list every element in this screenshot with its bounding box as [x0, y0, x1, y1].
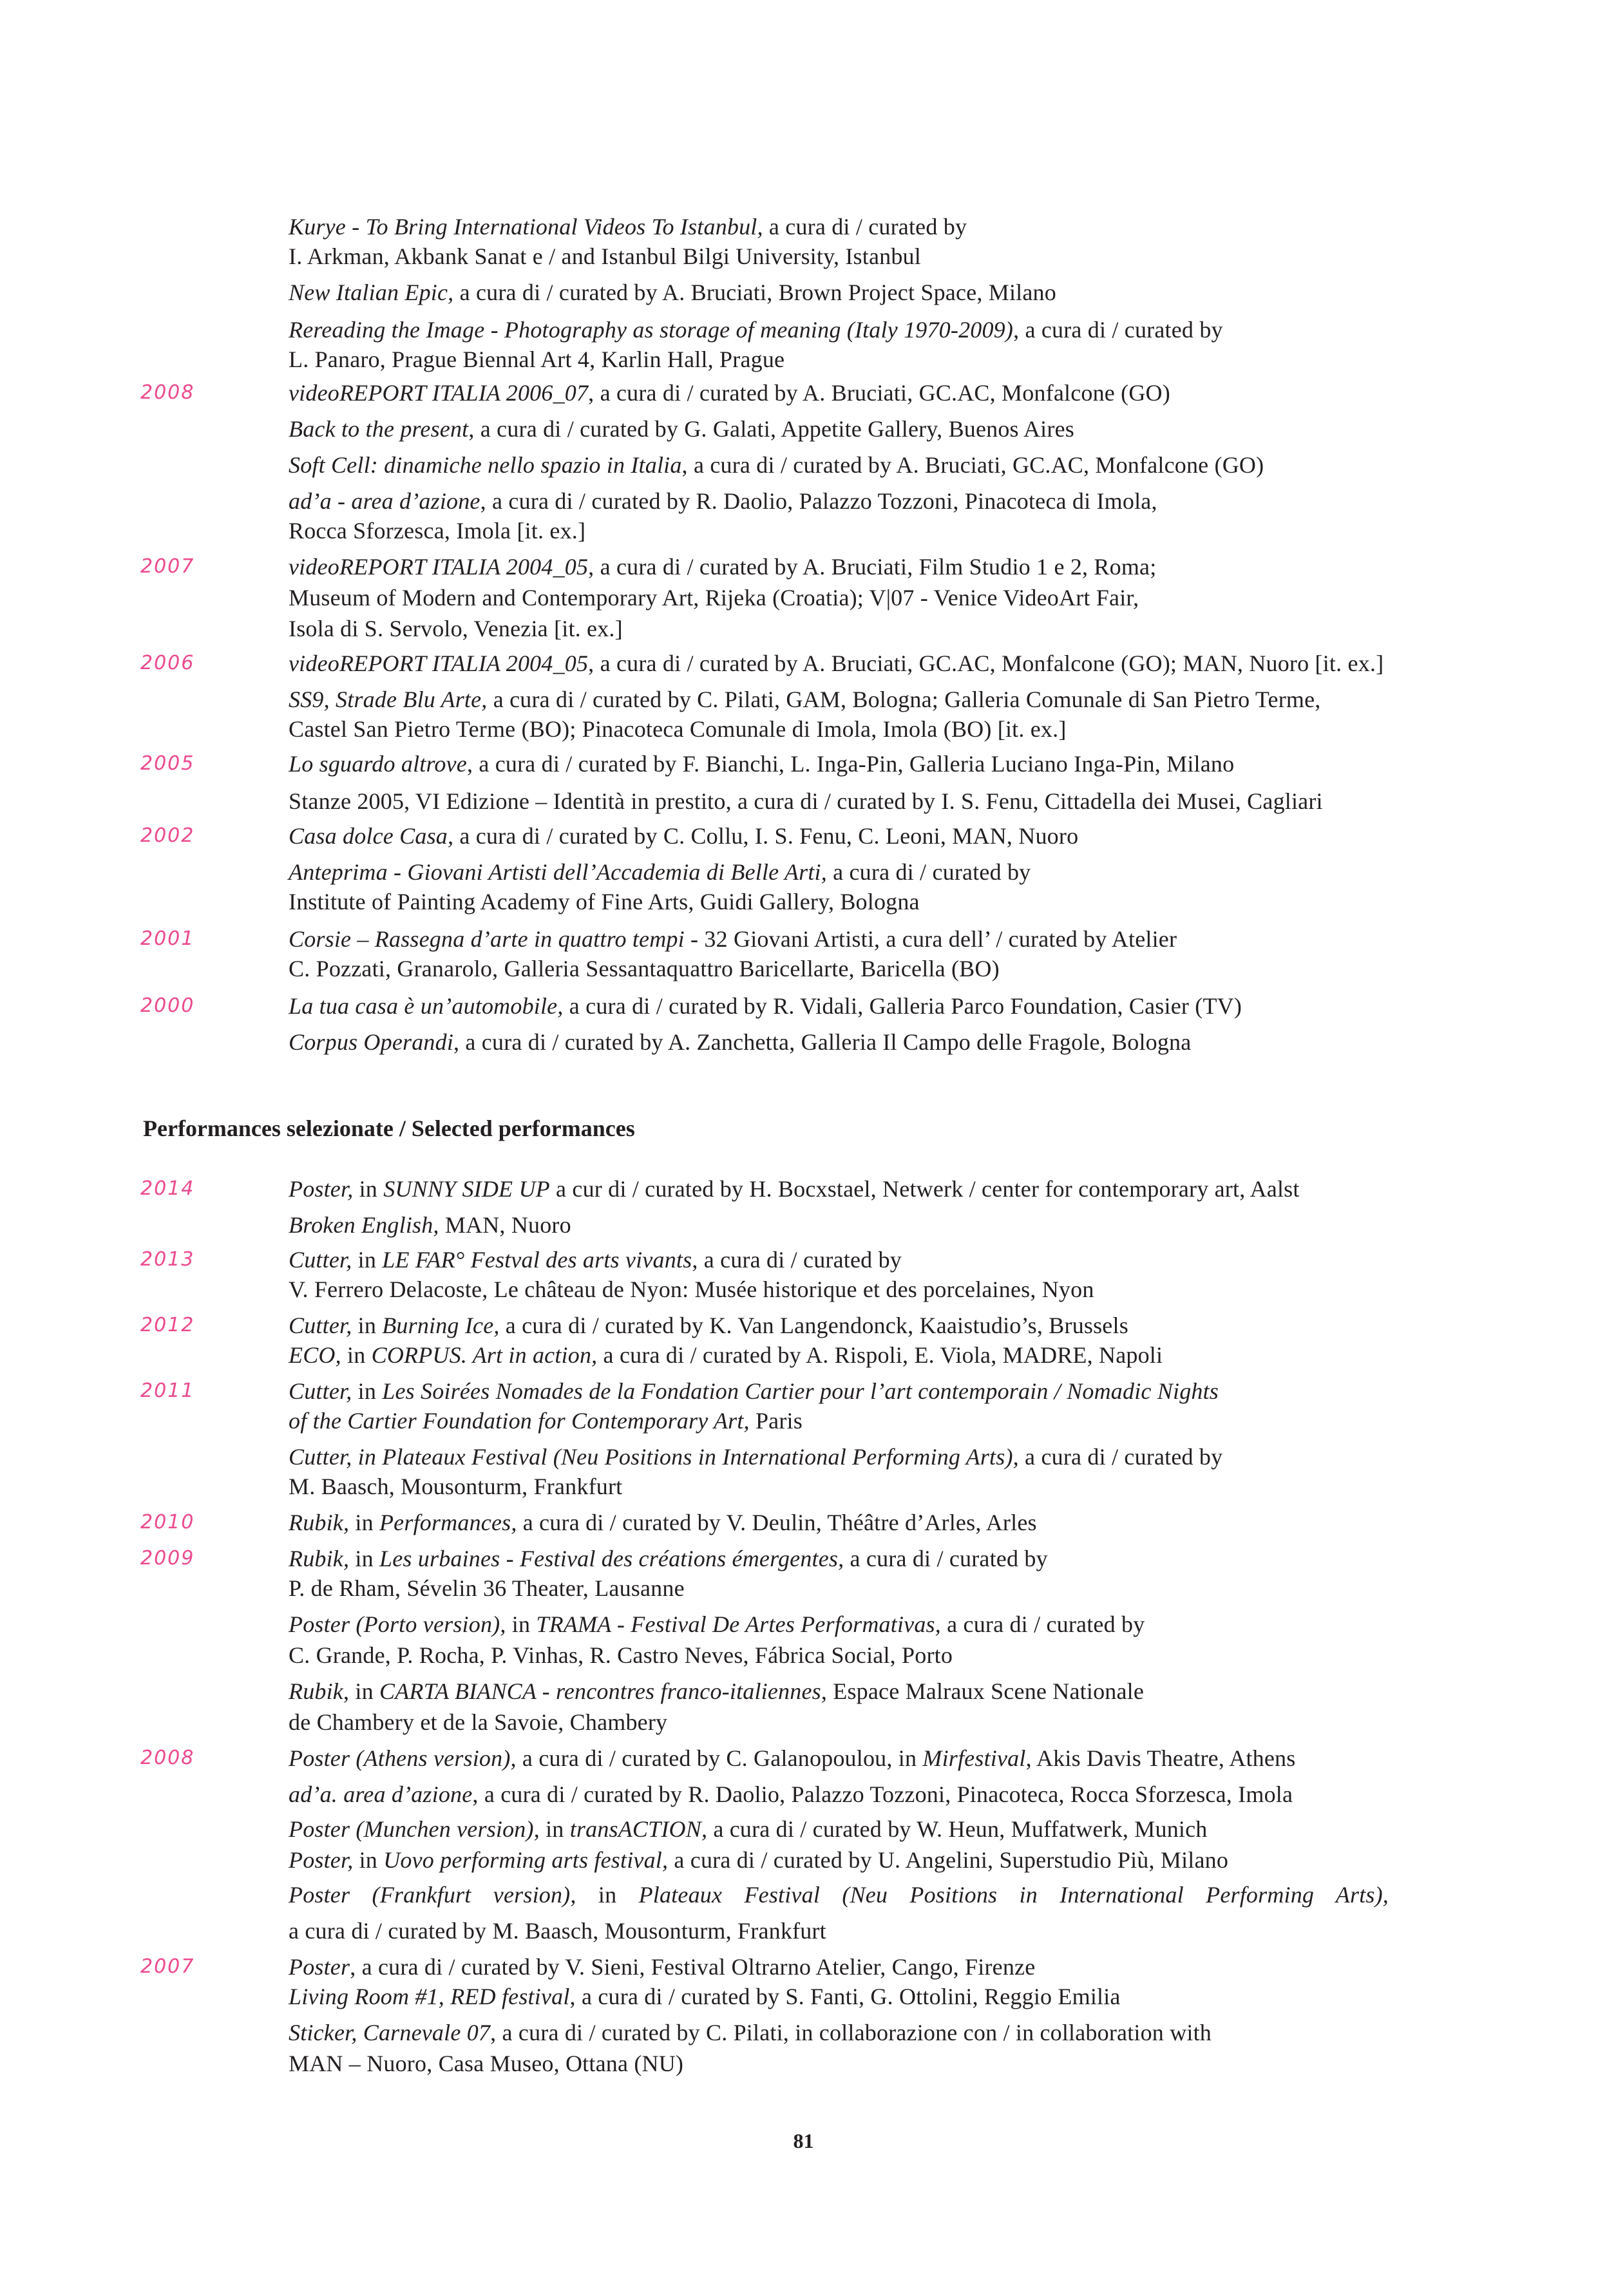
title-text: Rubik: [289, 1678, 343, 1704]
year-label: 2002: [140, 824, 195, 847]
entry-line: [289, 277, 1056, 308]
detail-text: a cura di / curated by C. Collu, I. S. Fenu, C. Leoni, MAN, Nuoro: [453, 823, 1079, 849]
detail-text: a cura di / curated by K. Van Langendonck, Kaaistudio’s, Brussels: [499, 1313, 1128, 1338]
entry-line: [289, 857, 1031, 887]
title-text: Back to the present: [289, 416, 469, 442]
title-text: Cutter,: [289, 1247, 352, 1273]
year-label: 2009: [140, 1547, 195, 1570]
entry-line: [289, 1981, 1121, 2012]
title-text: LE FAR° Festval des arts vivants: [382, 1247, 692, 1273]
detail-text: in: [352, 1313, 383, 1338]
detail-text: MAN, Nuoro: [439, 1212, 571, 1238]
entry-line: [289, 377, 1170, 408]
detail-text: , a cura di / curated by R. Daolio, Palazzo Tozzoni, Pinacoteca di Imola,: [480, 488, 1157, 514]
entry-line: [289, 2048, 683, 2079]
title-text: Rereading the Image - Photography as storage of meaning (Italy 1970-2009): [289, 317, 1014, 343]
title-text: Cutter,: [289, 1313, 352, 1338]
entry-line: [289, 1507, 1037, 1538]
detail-text: in: [353, 1847, 384, 1873]
year-label: 2008: [140, 381, 195, 404]
entry-line: [289, 953, 1000, 984]
detail-text: a cura di / curated by: [844, 1546, 1048, 1571]
title-text: Lo sguardo altrove: [289, 751, 467, 777]
detail-text: Isola di S. Servolo, Venezia [it. ex.]: [289, 616, 623, 641]
entry-line: [289, 1543, 1048, 1574]
title-text: ad’a. area d’azione: [289, 1781, 473, 1807]
year-label: 2006: [140, 652, 195, 674]
year-label: 2001: [140, 927, 195, 950]
detail-text: Institute of Painting Academy of Fine Arts, Guidi Gallery, Bologna: [289, 889, 920, 915]
entry-line: [289, 714, 1067, 745]
title-text: Anteprima - Giovani Artisti dell’Accademia di Belle Arti,: [289, 859, 827, 885]
performances-heading: Performances selezionate / Selected performances: [143, 1115, 635, 1141]
title-text: Plateaux Festival (Neu Positions in International Performing Arts),: [638, 1882, 1389, 1908]
title-text: Soft Cell: dinamiche nello spazio in Italia: [289, 452, 682, 478]
title-text: CARTA BIANCA - rencontres franco-italiennes: [379, 1678, 821, 1704]
entry-line: [289, 413, 1074, 444]
detail-text: , a cura di / curated by S. Fanti, G. Ottolini, Reggio Emilia: [569, 1984, 1121, 2009]
detail-text: , a cura di / curated by A. Bruciati, GC.AC, Monfalcone (GO): [681, 452, 1264, 478]
detail-text: a cura di / curated by W. Heun, Muffatwerk, Munich: [707, 1816, 1208, 1842]
detail-text: a cura di / curated by A. Rispoli, E. Viola, MADRE, Napoli: [597, 1342, 1163, 1368]
entry-line: [289, 748, 1234, 779]
detail-text: a cura di / curated by: [940, 1611, 1145, 1637]
detail-text: - 32 Giovani Artisti, a cura dell’ / curated by Atelier: [684, 926, 1177, 952]
year-label: 2000: [140, 994, 195, 1017]
year-label: 2005: [140, 752, 195, 775]
detail-text: , a cura di / curated by: [692, 1247, 902, 1273]
detail-text: C. Grande, P. Rocha, P. Vinhas, R. Castro Neves, Fábrica Social, Porto: [289, 1642, 953, 1668]
title-text: Rubik,: [289, 1546, 350, 1571]
detail-text: Castel San Pietro Terme (BO); Pinacoteca Comunale di Imola, Imola (BO) [it. ex.]: [289, 716, 1067, 742]
year-label: 2013: [140, 1248, 195, 1271]
entry-line: [289, 1879, 1389, 1910]
page-number: 81: [793, 2129, 814, 2152]
entry-line: [289, 1376, 1219, 1407]
entry-line: [289, 991, 1242, 1021]
detail-text: a cura di / curated by V. Deulin, Théâtre d’Arles, Arles: [517, 1510, 1037, 1535]
detail-text: a cura di / curated by C. Pilati, GAM, Bologna; Galleria Comunale di San Pietro Terme,: [487, 687, 1321, 712]
entry-line: [289, 684, 1320, 715]
detail-text: , a cura di / curated by A. Bruciati, GC.AC, Monfalcone (GO); MAN, Nuoro [it. ex.]: [588, 650, 1384, 676]
entry-line: [289, 1405, 803, 1436]
detail-text: , a cura di / curated by A. Zanchetta, Galleria Il Campo delle Fragole, Bologna: [453, 1029, 1192, 1055]
entry-line: [289, 1244, 902, 1275]
detail-text: a cura di / curated by U. Angelini, Superstudio Più, Milano: [668, 1847, 1229, 1873]
entry-line: [289, 2017, 1212, 2048]
entry-line: [289, 1915, 826, 1946]
entry-line: [289, 1310, 1128, 1341]
year-label: 2010: [140, 1511, 195, 1533]
entry-line: [289, 1814, 1207, 1845]
detail-text: , a cura di / curated by R. Daolio, Palazzo Tozzoni, Pinacoteca, Rocca Sforzesca, Imola: [472, 1781, 1293, 1807]
detail-text: P. de Rham, Sévelin 36 Theater, Lausanne: [289, 1575, 685, 1601]
entry-line: [289, 551, 1156, 582]
title-text: Corsie – Rassegna d’arte in quattro tempi: [289, 926, 685, 952]
title-text: Sticker, Carnevale 07: [289, 2020, 491, 2045]
entry-line: [289, 1845, 1228, 1875]
detail-text: C. Pozzati, Granarolo, Galleria Sessantaquattro Baricellarte, Baricella (BO): [289, 956, 1000, 982]
detail-text: L. Panaro, Prague Biennal Art 4, Karlin Hall, Prague: [289, 346, 785, 372]
title-text: transACTION,: [569, 1816, 708, 1842]
detail-text: , a cura di / curated by A. Bruciati, Film Studio 1 e 2, Roma;: [588, 554, 1157, 580]
title-text: videoREPORT ITALIA 2004_05: [289, 650, 589, 676]
detail-text: in: [349, 1546, 379, 1571]
detail-text: , Espace Malraux Scene Nationale: [821, 1678, 1145, 1704]
detail-text: , a cura di / curated by G. Galati, Appetite Gallery, Buenos Aires: [468, 416, 1074, 442]
year-label: 2012: [140, 1314, 195, 1336]
entry-line: [289, 486, 1157, 517]
title-text: Performances,: [379, 1510, 517, 1535]
entry-line: [289, 1471, 622, 1502]
detail-text: in: [349, 1510, 379, 1535]
entry-line: [289, 314, 1223, 345]
detail-text: in: [506, 1611, 537, 1637]
title-text: Broken English,: [289, 1212, 439, 1238]
entry-line: [289, 1676, 1144, 1707]
entry-line: [289, 1173, 1300, 1204]
entry-line: [289, 1609, 1145, 1640]
entry-line: [289, 648, 1384, 679]
entry-line: [289, 1707, 667, 1738]
detail-text: Paris: [749, 1408, 803, 1434]
detail-text: MAN – Nuoro, Casa Museo, Ottana (NU): [289, 2051, 684, 2076]
title-text: Casa dolce Casa,: [289, 823, 454, 849]
entry-line: [289, 1640, 953, 1671]
title-text: of the Cartier Foundation for Contemporary Art,: [289, 1408, 750, 1434]
title-text: Les urbaines - Festival des créations émergentes,: [379, 1546, 844, 1571]
year-label: 2007: [140, 1955, 195, 1978]
title-text: Living Room #1, RED festival: [289, 1984, 570, 2009]
entry-line: [289, 515, 585, 546]
title-text: Cutter,: [289, 1378, 352, 1404]
title-text: ad’a - area d’azione: [289, 488, 480, 514]
title-text: Poster,: [289, 1847, 354, 1873]
title-text: Rubik,: [289, 1510, 350, 1535]
detail-text: , a cura di / curated by A. Bruciati, GC.AC, Monfalcone (GO): [588, 380, 1170, 406]
entry-line: [289, 1340, 1163, 1371]
detail-text: a cura di / curated by: [763, 214, 967, 240]
title-text: Corpus Operandi: [289, 1029, 454, 1055]
entry-line: [289, 582, 1139, 613]
entry-line: [289, 450, 1264, 480]
entry-line: [289, 1779, 1293, 1810]
entry-line: [289, 886, 920, 917]
detail-text: a cura di / curated by C. Galanopoulou, in: [516, 1745, 923, 1771]
detail-text: a cura di / curated by M. Baasch, Mousonturm, Frankfurt: [289, 1918, 826, 1944]
entry-line: [289, 821, 1078, 851]
entry-line: [289, 1951, 1035, 1982]
entry-line: [289, 1573, 685, 1604]
title-text: SUNNY SIDE UP: [383, 1176, 550, 1202]
detail-text: Museum of Modern and Contemporary Art, Rijeka (Croatia); V|07 - Venice VideoArt Fair,: [289, 585, 1139, 611]
detail-text: in: [539, 1816, 570, 1842]
year-label: 2007: [140, 555, 195, 578]
detail-text: in: [576, 1882, 639, 1908]
detail-text: a cura di / curated by A. Bruciati, Brown Project Space, Milano: [453, 280, 1056, 305]
detail-text: , a cura di / curated by V. Sieni, Festival Oltrarno Atelier, Cango, Firenze: [350, 1954, 1036, 1980]
title-text: ECO,: [289, 1342, 341, 1368]
entry-line: [289, 786, 1323, 817]
detail-text: , Akis Davis Theatre, Athens: [1025, 1745, 1296, 1771]
entry-line: [289, 1210, 571, 1240]
entry-line: [289, 211, 967, 242]
year-label: 2008: [140, 1747, 195, 1769]
entry-line: [289, 344, 784, 375]
entry-line: [289, 1027, 1191, 1058]
title-text: Poster (Porto version),: [289, 1611, 506, 1637]
entry-line: [289, 924, 1177, 954]
title-text: Poster (Athens version),: [289, 1745, 517, 1771]
title-text: Les Soirées Nomades de la Fondation Cartier pour l’art contemporain / Nomadic Nights: [382, 1378, 1219, 1404]
entry-line: [289, 241, 921, 272]
detail-text: , a cura di / curated by C. Pilati, in collaborazione con / in collaboration with: [490, 2020, 1212, 2045]
title-text: SS9, Strade Blu Arte,: [289, 687, 488, 712]
title-text: Poster: [289, 1954, 350, 1980]
detail-text: a cura di / curated by R. Vidali, Galleria Parco Foundation, Casier (TV): [563, 993, 1242, 1019]
title-text: videoREPORT ITALIA 2006_07: [289, 380, 589, 406]
title-text: Kurye - To Bring International Videos To Istanbul,: [289, 214, 763, 240]
detail-text: de Chambery et de la Savoie, Chambery: [289, 1709, 668, 1735]
year-label: 2011: [140, 1380, 195, 1402]
detail-text: in: [352, 1247, 383, 1273]
detail-text: in: [353, 1176, 384, 1202]
title-text: Poster (Frankfurt version),: [289, 1882, 576, 1908]
entry-line: [289, 613, 623, 644]
year-label: 2014: [140, 1177, 195, 1200]
title-text: Poster,: [289, 1176, 354, 1202]
entry-line: [289, 1743, 1295, 1774]
detail-text: a cur di / curated by H. Bocxstael, Netwerk / center for contemporary art, Aalst: [549, 1176, 1300, 1202]
title-text: Mirfestival: [922, 1745, 1026, 1771]
title-text: CORPUS. Art in action,: [371, 1342, 598, 1368]
title-text: Uovo performing arts festival,: [383, 1847, 669, 1873]
title-text: TRAMA - Festival De Artes Performativas,: [536, 1611, 941, 1637]
title-text: Poster (Munchen version),: [289, 1816, 540, 1842]
title-text: videoREPORT ITALIA 2004_05: [289, 554, 589, 580]
detail-text: in: [341, 1342, 372, 1368]
detail-text: M. Baasch, Mousonturm, Frankfurt: [289, 1474, 623, 1499]
detail-text: a cura di / curated by: [826, 859, 1031, 885]
detail-text: , a cura di / curated by: [1013, 317, 1223, 343]
entry-line: [289, 1274, 1094, 1305]
title-text: Cutter, in Plateaux Festival (Neu Positions in International Performing Arts),: [289, 1444, 1019, 1470]
entry-line: [289, 1441, 1222, 1472]
detail-text: V. Ferrero Delacoste, Le château de Nyon: Musée historique et des porcelaines, Nyon: [289, 1276, 1094, 1302]
title-text: La tua casa è un’automobile,: [289, 993, 564, 1019]
title-text: Burning Ice,: [382, 1313, 500, 1338]
detail-text: , a cura di / curated by F. Bianchi, L. Inga-Pin, Galleria Luciano Inga-Pin, Milano: [466, 751, 1235, 777]
detail-text: in: [352, 1378, 383, 1404]
detail-text: I. Arkman, Akbank Sanat e / and Istanbul Bilgi University, Istanbul: [289, 243, 921, 269]
detail-text: a cura di / curated by: [1018, 1444, 1223, 1470]
detail-text: , in: [343, 1678, 379, 1704]
detail-text: Stanze 2005, VI Edizione – Identità in prestito, a cura di / curated by I. S. Fenu, Cittadella dei Musei, Cagliari: [289, 788, 1323, 814]
title-text: New Italian Epic,: [289, 280, 454, 305]
detail-text: Rocca Sforzesca, Imola [it. ex.]: [289, 518, 586, 544]
